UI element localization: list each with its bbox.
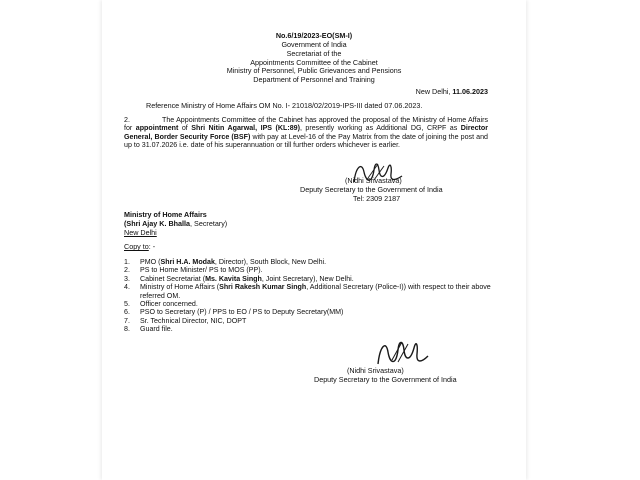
approval-paragraph: 2. The Appointments Committee of the Cabinet has approved the proposal of the Ministry of Home Affairs for appointment of Shri Nitin Agarwal, IPS (KL:89), presently working as Additional DG, CRPF as Director General, Border Security Force (BSF) with pay at Level-16 of the Pay Matrix from the date of joining the post and up to 31.07.2026 i.e. date of his superannuation or till further orders whichever is earlier. <box>124 116 488 150</box>
signature-scribble <box>370 336 434 370</box>
para-number: 2. <box>124 116 130 124</box>
copy-to-label: Copy to: - <box>124 242 156 251</box>
header-line-5: Department of Personnel and Training <box>253 75 375 84</box>
header-line-3: Appointments Committee of the Cabinet <box>250 58 378 67</box>
list-item: 2. PS to Home Minister/ PS to MOS (PP). <box>124 266 263 275</box>
list-item: 1. PMO (Shri H.A. Modak, Director), South Block, New Delhi. <box>124 258 327 266</box>
list-item: 7. Sr. Technical Director, NIC, DOPT <box>124 316 247 325</box>
signatory-designation: Deputy Secretary to the Government of India <box>314 375 457 384</box>
document-page <box>102 0 526 480</box>
reference-line: Reference Ministry of Home Affairs OM No. I- 21018/02/2019-IPS-III dated 07.06.2023. <box>146 101 423 110</box>
signatory-designation: Deputy Secretary to the Government of India <box>300 185 443 194</box>
date-line <box>416 87 488 96</box>
list-item: 4. Ministry of Home Affairs (Shri Rakesh Kumar Singh, Additional Secretary (Police-I)) with respect to their above referred OM. <box>124 283 491 300</box>
addressee-officer: (Shri Ajay K. Bhalla, Secretary) <box>124 219 228 228</box>
header-line-1: Government of India <box>281 40 347 49</box>
addressee-city: New Delhi <box>124 228 157 237</box>
signatory-name: (Nidhi Srivastava) <box>345 176 402 185</box>
signatory-name: (Nidhi Srivastava) <box>347 366 404 375</box>
place-text: New Delhi, <box>415 87 453 96</box>
file-number: No.6/19/2023-EO(SM-I) <box>275 31 353 40</box>
list-item: 8. Guard file. <box>124 325 173 334</box>
header-line-4: Ministry of Personnel, Public Grievances and Pensions <box>226 66 402 75</box>
header-line-2: Secretariat of the <box>286 49 342 58</box>
list-item: 6. PSO to Secretary (P) / PPS to EO / PS to Deputy Secretary(MM) <box>124 308 344 317</box>
addressee-ministry: Ministry of Home Affairs <box>124 210 207 219</box>
date-text: 11.06.2023 <box>452 87 488 96</box>
list-item: 5. Officer concerned. <box>124 300 198 309</box>
list-item: 3. Cabinet Secretariat (Ms. Kavita Singh, Joint Secretary), New Delhi. <box>124 274 354 283</box>
copy-to-list <box>124 258 504 334</box>
signatory-telephone: Tel: 2309 2187 <box>353 194 401 203</box>
